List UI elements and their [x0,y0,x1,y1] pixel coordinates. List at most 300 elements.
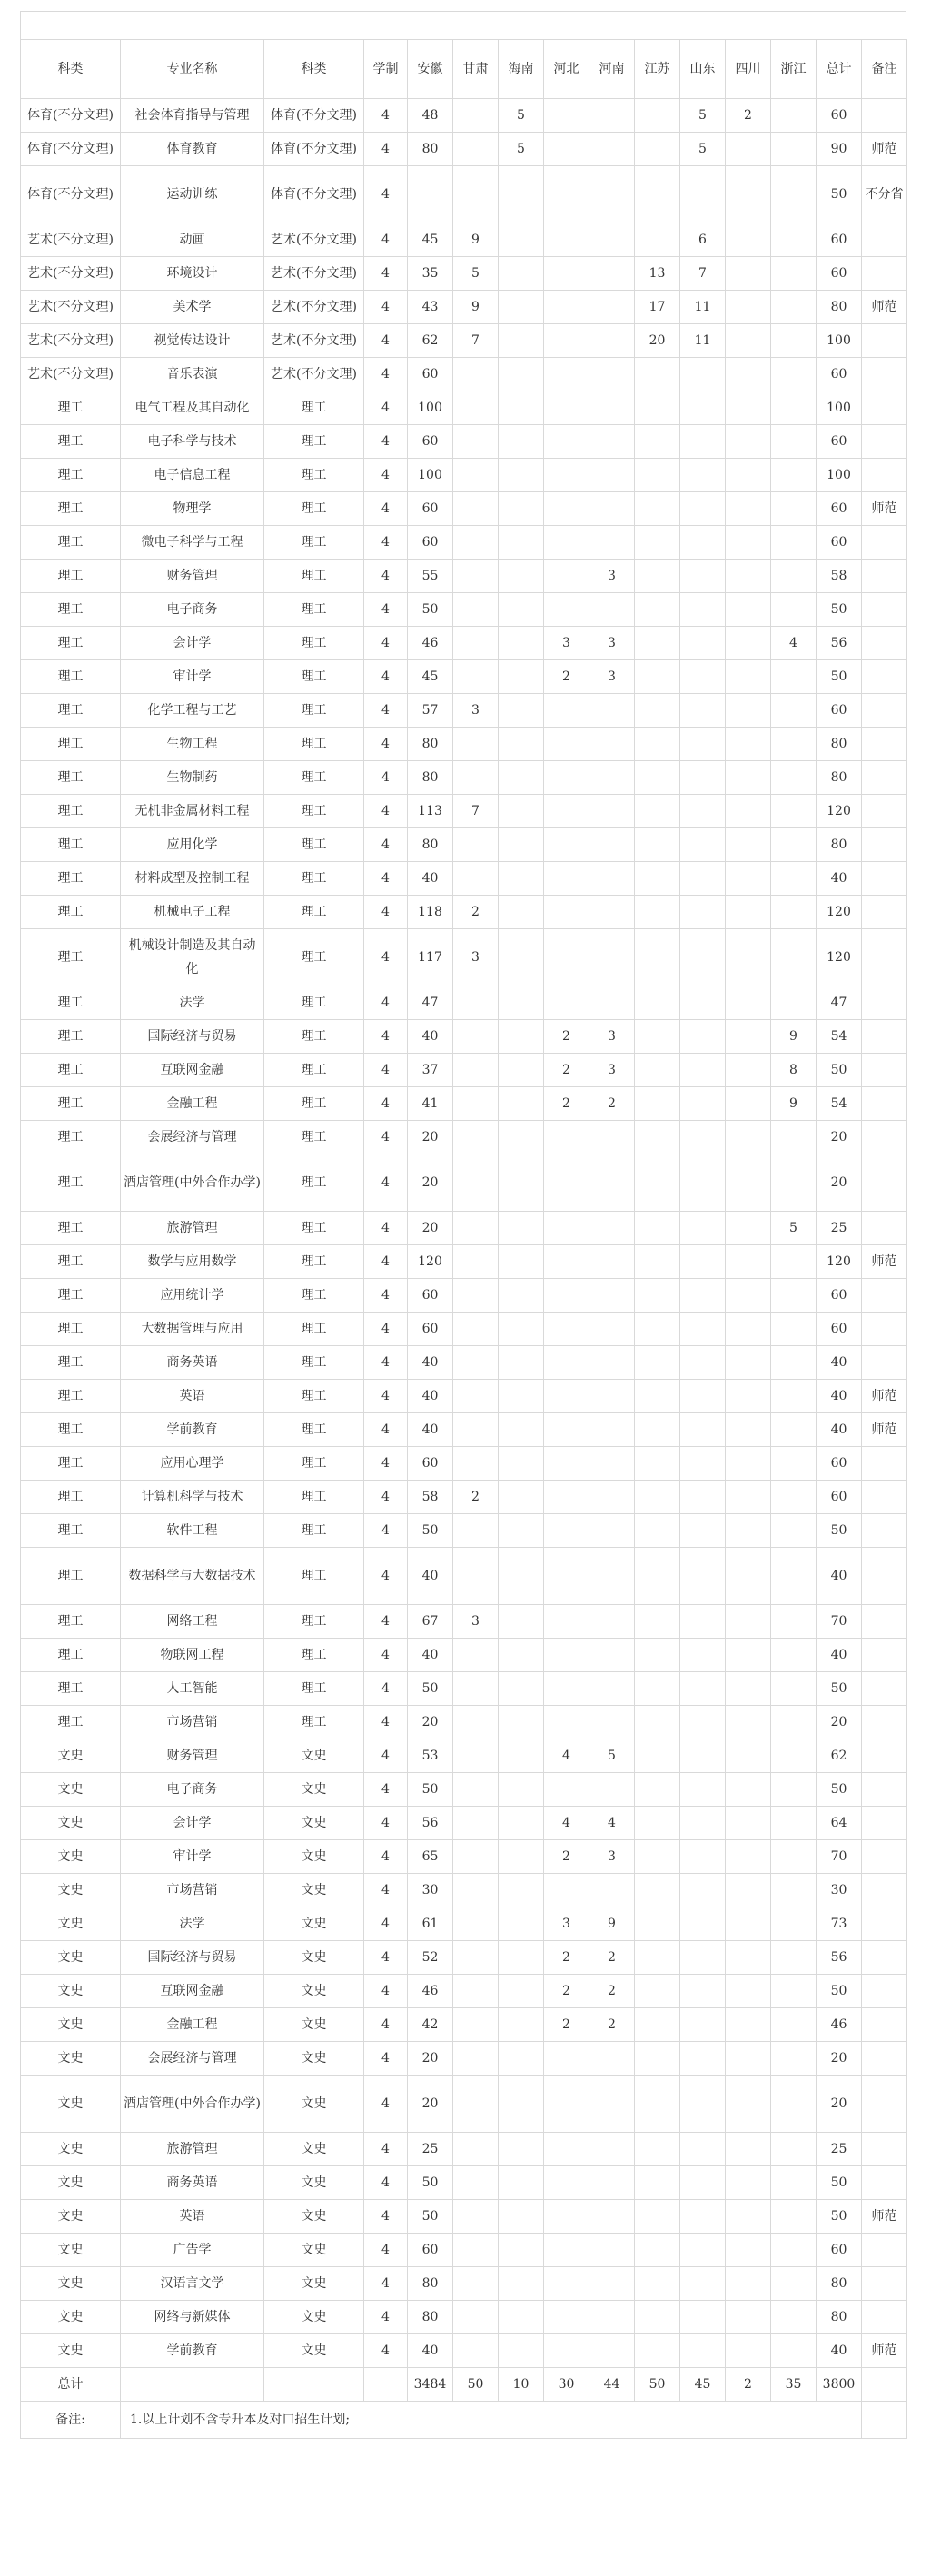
table-cell: 40 [408,1639,453,1672]
table-row [21,133,907,166]
table-cell [635,1481,680,1514]
table-cell [862,1672,907,1706]
table-cell: 41 [408,1087,453,1121]
table-cell [499,1840,544,1874]
table-cell [771,1121,817,1154]
table-cell: 环境设计 [121,257,264,291]
table-cell [544,2166,589,2200]
total-cell [364,2368,408,2402]
table-cell [862,2076,907,2133]
table-cell [635,1639,680,1672]
table-cell [862,1548,907,1605]
table-cell [635,1548,680,1605]
table-cell [589,1605,635,1639]
table-cell [771,291,817,324]
table-row [21,1413,907,1447]
table-cell [771,1639,817,1672]
table-cell: 理工 [264,896,364,929]
table-cell: 理工 [21,1121,121,1154]
table-cell [862,425,907,459]
table-cell: 50 [408,1514,453,1548]
table-cell: 理工 [21,1212,121,1245]
table-cell [499,2267,544,2301]
table-cell: 50 [817,1672,862,1706]
table-cell: 2 [453,896,499,929]
table-cell [453,459,499,492]
table-cell: 化学工程与工艺 [121,694,264,728]
table-cell [544,795,589,828]
table-cell [726,2076,771,2133]
table-cell: 互联网金融 [121,1054,264,1087]
table-cell [771,1380,817,1413]
table-cell: 9 [771,1087,817,1121]
table-cell: 100 [817,391,862,425]
table-cell [589,1514,635,1548]
table-cell [680,1245,726,1279]
table-cell: 46 [408,1975,453,2008]
table-cell [635,1121,680,1154]
table-cell [635,1245,680,1279]
table-cell [726,223,771,257]
table-cell: 62 [408,324,453,358]
table-cell [680,560,726,593]
table-cell [862,694,907,728]
table-cell [862,1605,907,1639]
table-cell [589,1672,635,1706]
table-cell: 2 [544,1975,589,2008]
header-cell: 专业名称 [121,40,264,99]
table-cell [635,2200,680,2234]
table-cell [635,896,680,929]
header-cell: 安徽 [408,40,453,99]
table-cell [499,2133,544,2166]
table-cell [453,358,499,391]
table-cell: 4 [364,459,408,492]
table-cell [771,1346,817,1380]
table-cell [499,660,544,694]
table-cell [499,1279,544,1313]
table-cell: 80 [817,728,862,761]
table-cell [726,2267,771,2301]
table-cell [499,1672,544,1706]
table-cell: 师范 [862,291,907,324]
table-cell [635,1087,680,1121]
table-cell: 100 [408,459,453,492]
table-cell [453,1380,499,1413]
table-cell: 46 [817,2008,862,2042]
header-cell: 甘肃 [453,40,499,99]
table-cell [862,459,907,492]
table-cell: 理工 [264,1605,364,1639]
table-cell: 会计学 [121,1807,264,1840]
table-cell [635,391,680,425]
table-cell [589,694,635,728]
table-cell: 理工 [264,1706,364,1739]
table-cell [499,1941,544,1975]
header-row [21,40,907,99]
table-cell [771,1279,817,1313]
table-cell: 文史 [21,1739,121,1773]
table-cell: 9 [453,223,499,257]
table-cell: 4 [364,1054,408,1087]
table-cell: 40 [408,1548,453,1605]
table-cell [544,1279,589,1313]
table-cell: 理工 [21,761,121,795]
table-cell [544,1639,589,1672]
table-cell: 理工 [264,828,364,862]
table-cell [635,986,680,1020]
table-cell [499,1380,544,1413]
table-cell [726,1941,771,1975]
table-cell [453,761,499,795]
table-cell: 体育(不分文理) [21,133,121,166]
table-cell: 体育(不分文理) [21,99,121,133]
table-cell: 60 [817,2234,862,2267]
table-cell [499,291,544,324]
table-cell: 3 [544,627,589,660]
table-cell: 3 [589,660,635,694]
table-cell [499,1447,544,1481]
table-cell: 4 [364,627,408,660]
table-cell [771,223,817,257]
table-cell: 英语 [121,1380,264,1413]
table-cell: 25 [408,2133,453,2166]
table-cell: 2 [589,1975,635,2008]
table-cell [453,526,499,560]
table-cell: 30 [817,1874,862,1907]
table-cell: 4 [364,1279,408,1313]
table-row [21,2334,907,2368]
table-cell [589,1639,635,1672]
table-cell: 4 [364,1975,408,2008]
table-cell [499,627,544,660]
table-cell: 60 [408,492,453,526]
table-cell [771,728,817,761]
table-cell: 3 [589,1054,635,1087]
table-cell: 电子商务 [121,1773,264,1807]
table-cell: 理工 [264,1087,364,1121]
table-cell: 117 [408,929,453,986]
table-cell [453,1279,499,1313]
table-cell [453,1840,499,1874]
table-cell: 4 [364,1605,408,1639]
table-cell [862,2042,907,2076]
table-cell: 文史 [21,2334,121,2368]
table-cell: 62 [817,1739,862,1773]
table-row [21,1313,907,1346]
table-cell [726,1020,771,1054]
table-row [21,2267,907,2301]
table-cell [635,2166,680,2200]
table-cell [726,1907,771,1941]
table-cell: 2 [544,2008,589,2042]
table-cell: 17 [635,291,680,324]
table-cell [726,1121,771,1154]
table-cell [544,223,589,257]
table-cell [544,929,589,986]
table-cell [680,627,726,660]
table-cell: 4 [364,1121,408,1154]
total-cell [862,2368,907,2402]
table-cell: 56 [408,1807,453,1840]
table-cell [589,1481,635,1514]
table-cell: 理工 [264,1548,364,1605]
table-cell [635,795,680,828]
table-row [21,1447,907,1481]
table-cell: 理工 [21,1020,121,1054]
table-cell [726,1807,771,1840]
table-cell [453,2076,499,2133]
table-cell: 61 [408,1907,453,1941]
table-cell: 7 [453,795,499,828]
table-cell [499,1907,544,1941]
table-cell: 70 [817,1605,862,1639]
table-cell [771,391,817,425]
table-cell [680,2301,726,2334]
table-cell: 理工 [264,593,364,627]
table-cell [453,1154,499,1212]
table-cell [771,2076,817,2133]
table-cell [635,1739,680,1773]
table-cell: 20 [408,2042,453,2076]
table-cell [589,492,635,526]
table-row [21,929,907,986]
table-row [21,1380,907,1413]
table-cell [453,862,499,896]
table-cell [726,1514,771,1548]
table-cell [862,2133,907,2166]
table-cell [635,99,680,133]
table-cell: 理工 [21,1313,121,1346]
table-cell [589,2301,635,2334]
table-cell: 57 [408,694,453,728]
table-cell [453,2234,499,2267]
table-cell [726,660,771,694]
table-cell: 40 [817,1380,862,1413]
table-row [21,1212,907,1245]
table-cell [680,1706,726,1739]
table-cell [862,2301,907,2334]
table-cell [544,257,589,291]
total-cell: 10 [499,2368,544,2402]
table-cell: 理工 [21,593,121,627]
table-cell [680,1672,726,1706]
table-cell: 金融工程 [121,1087,264,1121]
table-cell [726,1481,771,1514]
table-cell: 4 [364,99,408,133]
table-cell [862,1481,907,1514]
table-cell [771,1907,817,1941]
table-cell [862,1154,907,1212]
table-cell: 50 [408,1773,453,1807]
table-cell [499,896,544,929]
table-cell [771,660,817,694]
table-cell [680,2166,726,2200]
table-cell [635,862,680,896]
enrollment-plan-table [20,39,907,2439]
table-cell [499,1087,544,1121]
table-row [21,1514,907,1548]
table-cell: 50 [817,1054,862,1087]
table-cell [499,2166,544,2200]
table-cell [544,1773,589,1807]
table-cell [862,1212,907,1245]
table-cell: 4 [364,1639,408,1672]
table-cell: 4 [364,2267,408,2301]
table-cell: 113 [408,795,453,828]
table-cell: 师范 [862,492,907,526]
table-cell [726,1605,771,1639]
table-row [21,2166,907,2200]
table-row [21,1121,907,1154]
table-cell [635,1773,680,1807]
table-cell [680,728,726,761]
table-cell [726,1087,771,1121]
table-cell [544,2267,589,2301]
table-cell: 艺术(不分文理) [21,324,121,358]
table-cell: 25 [817,2133,862,2166]
table-cell: 4 [364,795,408,828]
table-cell: 40 [408,1346,453,1380]
table-cell: 50 [817,1514,862,1548]
table-cell [726,1874,771,1907]
table-cell: 4 [364,929,408,986]
table-cell [726,2334,771,2368]
table-cell: 理工 [21,1054,121,1087]
table-cell: 8 [771,1054,817,1087]
table-cell: 理工 [21,1548,121,1605]
table-cell: 4 [364,1346,408,1380]
table-row [21,257,907,291]
table-row [21,862,907,896]
table-cell: 法学 [121,986,264,1020]
table-cell: 法学 [121,1907,264,1941]
header-cell: 海南 [499,40,544,99]
table-cell [499,1874,544,1907]
table-cell [862,526,907,560]
table-cell: 60 [817,1313,862,1346]
table-cell [771,2133,817,2166]
table-cell: 文史 [264,1907,364,1941]
table-cell: 理工 [264,1154,364,1212]
table-cell [726,828,771,862]
table-cell: 4 [364,1020,408,1054]
table-cell: 生物制药 [121,761,264,795]
table-cell [635,2234,680,2267]
table-cell: 理工 [264,728,364,761]
table-cell [680,1907,726,1941]
table-cell: 理工 [264,1212,364,1245]
table-cell: 师范 [862,1380,907,1413]
table-cell: 理工 [264,492,364,526]
total-cell [264,2368,364,2402]
table-cell [499,1212,544,1245]
table-cell: 30 [408,1874,453,1907]
table-cell: 4 [364,1548,408,1605]
header-cell: 河北 [544,40,589,99]
table-cell: 文史 [264,1807,364,1840]
table-cell [771,2267,817,2301]
total-cell: 44 [589,2368,635,2402]
table-cell: 4 [364,1706,408,1739]
table-cell [680,828,726,862]
table-cell: 电子商务 [121,593,264,627]
table-cell: 数学与应用数学 [121,1245,264,1279]
table-cell: 文史 [264,2234,364,2267]
table-cell [680,1279,726,1313]
table-row [21,526,907,560]
table-cell [680,986,726,1020]
table-cell [544,2042,589,2076]
table-cell [544,2334,589,2368]
table-cell [544,133,589,166]
table-cell [862,2166,907,2200]
table-cell: 20 [408,1706,453,1739]
table-cell: 90 [817,133,862,166]
table-cell: 50 [408,2166,453,2200]
table-cell: 4 [364,2133,408,2166]
table-cell: 文史 [264,2200,364,2234]
table-cell: 4 [364,1313,408,1346]
table-cell [499,223,544,257]
table-cell: 4 [364,2042,408,2076]
table-cell: 运动训练 [121,166,264,223]
table-cell: 4 [364,1874,408,1907]
table-cell: 理工 [264,1447,364,1481]
table-cell [453,1907,499,1941]
table-cell [453,133,499,166]
table-cell [680,492,726,526]
table-cell [499,1121,544,1154]
table-cell: 理工 [21,1154,121,1212]
table-cell [453,1121,499,1154]
table-row [21,828,907,862]
table-cell [453,986,499,1020]
table-cell [771,761,817,795]
table-cell: 2 [453,1481,499,1514]
table-cell: 4 [544,1807,589,1840]
table-cell [544,862,589,896]
table-cell: 4 [364,358,408,391]
table-cell [499,166,544,223]
table-cell: 60 [817,492,862,526]
table-cell: 60 [408,526,453,560]
table-cell [726,133,771,166]
table-row [21,459,907,492]
header-cell: 山东 [680,40,726,99]
table-cell: 理工 [21,1279,121,1313]
table-cell [771,358,817,391]
table-cell [680,358,726,391]
table-cell: 20 [817,1121,862,1154]
table-cell [771,425,817,459]
table-row [21,1245,907,1279]
table-cell [499,694,544,728]
table-cell [453,2133,499,2166]
table-cell: 理工 [21,492,121,526]
table-cell: 50 [817,2200,862,2234]
table-cell [680,1313,726,1346]
table-cell [862,795,907,828]
table-row [21,2008,907,2042]
table-cell: 旅游管理 [121,1212,264,1245]
table-cell [635,1840,680,1874]
table-cell [771,1874,817,1907]
table-cell [771,459,817,492]
table-cell [453,1874,499,1907]
table-cell: 4 [364,1087,408,1121]
table-row [21,694,907,728]
